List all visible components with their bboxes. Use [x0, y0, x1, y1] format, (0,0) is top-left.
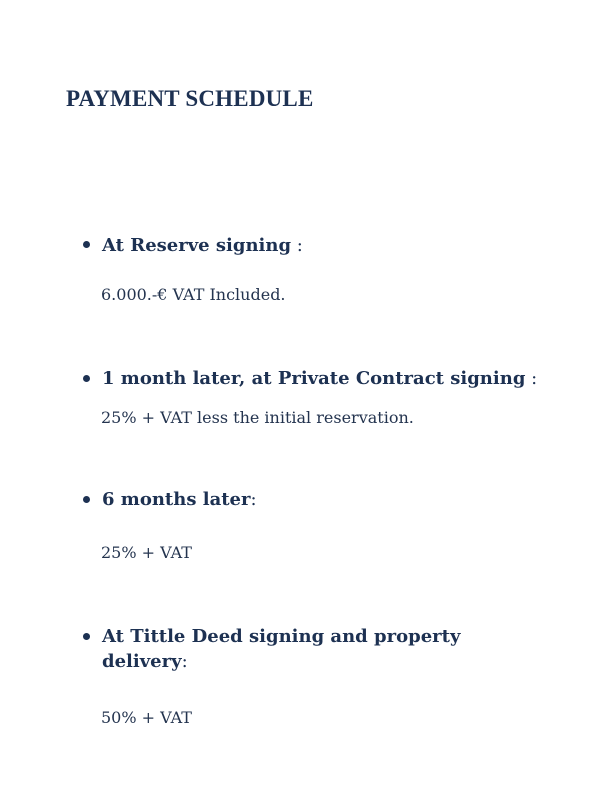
schedule-item-heading: 6 months later:: [102, 489, 257, 510]
bullet-icon: [83, 633, 90, 640]
bullet-icon: [83, 241, 90, 248]
schedule-item-amount: 25% + VAT: [101, 543, 192, 562]
bullet-icon: [83, 496, 90, 503]
schedule-item-heading: 1 month later, at Private Contract signing :: [102, 368, 538, 389]
schedule-item-heading: At Tittle Deed signing and property delivery:: [102, 626, 461, 672]
page-title: PAYMENT SCHEDULE: [66, 86, 314, 111]
schedule-item-amount: 50% + VAT: [101, 708, 192, 727]
heading-colon: :: [181, 651, 188, 672]
schedule-item-amount: 25% + VAT less the initial reservation.: [101, 408, 414, 427]
heading-colon: :: [250, 489, 257, 510]
heading-colon: :: [525, 368, 538, 389]
schedule-item-heading: At Reserve signing :: [102, 235, 303, 256]
heading-colon: :: [291, 235, 303, 256]
schedule-item-amount: 6.000.-€ VAT Included.: [101, 285, 286, 304]
bullet-icon: [83, 375, 90, 382]
